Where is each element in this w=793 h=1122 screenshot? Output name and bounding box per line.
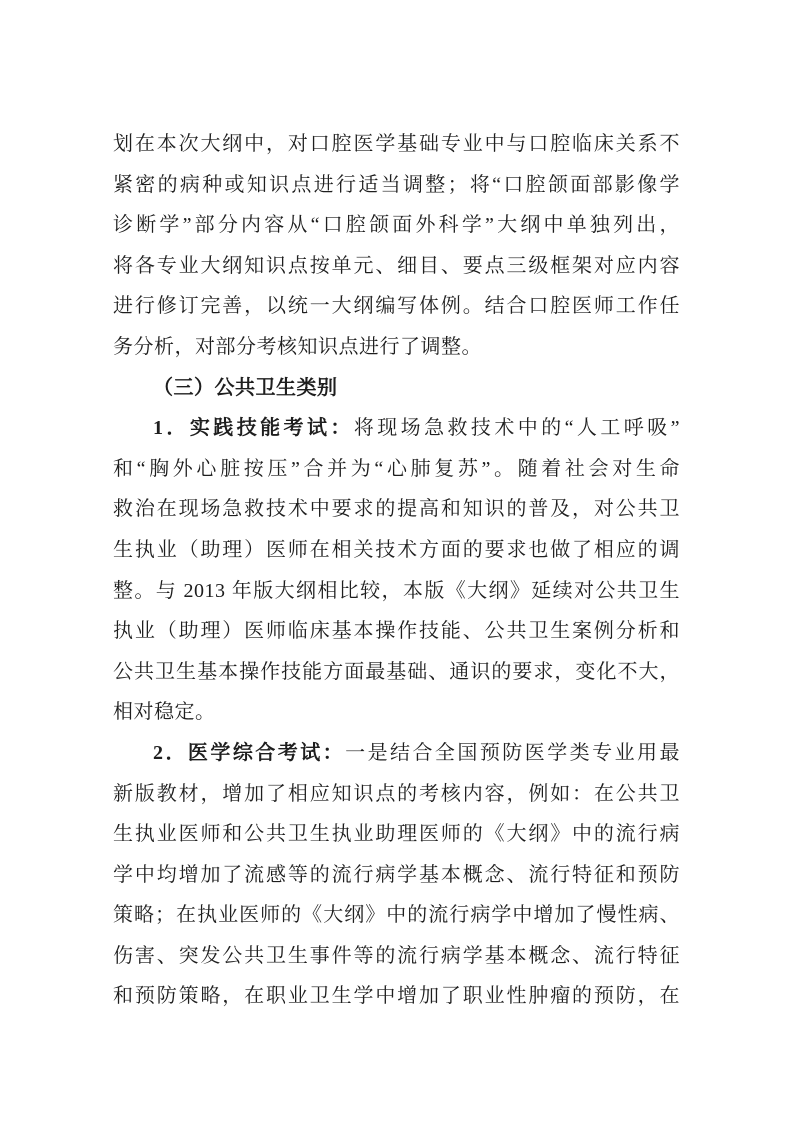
text-line: 务分析，对部分考核知识点进行了调整。 (113, 335, 482, 358)
bold-text-run: 1．实践技能考试： (153, 417, 354, 440)
text-line: 公共卫生基本操作技能方面最基础、通识的要求，变化不大， (113, 660, 680, 683)
text-line: 将各专业大纲知识点按单元、细目、要点三级框架对应内容 (113, 254, 680, 277)
text-line: 和“胸外心脏按压”合并为“心肺复苏”。随着社会对生命 (113, 457, 680, 480)
text-line: 紧密的病种或知识点进行适当调整；将“口腔颌面部影像学 (113, 173, 680, 196)
document-text-block (113, 124, 680, 1017)
text-run: 将现场急救技术中的“人工呼吸” (353, 417, 680, 440)
text-line: 学中均增加了流感等的流行病学基本概念、流行特征和预防 (113, 863, 680, 886)
text-line: 诊断学”部分内容从“口腔颌面外科学”大纲中单独列出， (113, 214, 680, 237)
text-line: 伤害、突发公共卫生事件等的流行病学基本概念、流行特征 (113, 944, 680, 967)
section-heading-line: （三）公共卫生类别 (153, 376, 338, 399)
text-line: 生执业（助理）医师在相关技术方面的要求也做了相应的调 (113, 538, 680, 561)
text-line: 相对稳定。 (113, 701, 216, 724)
text-line: 生执业医师和公共卫生执业助理医师的《大纲》中的流行病 (113, 823, 680, 846)
text-line (113, 733, 680, 774)
text-line: 新版教材，增加了相应知识点的考核内容，例如：在公共卫 (113, 782, 680, 805)
text-line: 策略；在执业医师的《大纲》中的流行病学中增加了慢性病、 (113, 904, 680, 927)
text-line: 划在本次大纲中，对口腔医学基础专业中与口腔临床关系不 (113, 133, 680, 155)
bold-text-run: 2．医学综合考试： (153, 741, 346, 764)
text-line: 和预防策略，在职业卫生学中增加了职业性肿瘤的预防，在 (113, 985, 680, 1008)
text-line: 执业（助理）医师临床基本操作技能、公共卫生案例分析和 (113, 620, 680, 643)
text-line: 救治在现场急救技术中要求的提高和知识的普及，对公共卫 (113, 498, 680, 521)
text-run: 一是结合全国预防医学类专业用最 (345, 741, 681, 764)
text-line (113, 408, 680, 449)
text-line: 整。与 2013 年版大纲相比较，本版《大纲》延续对公共卫生 (113, 579, 680, 602)
text-line: 进行修订完善，以统一大纲编写体例。结合口腔医师工作任 (113, 295, 680, 318)
